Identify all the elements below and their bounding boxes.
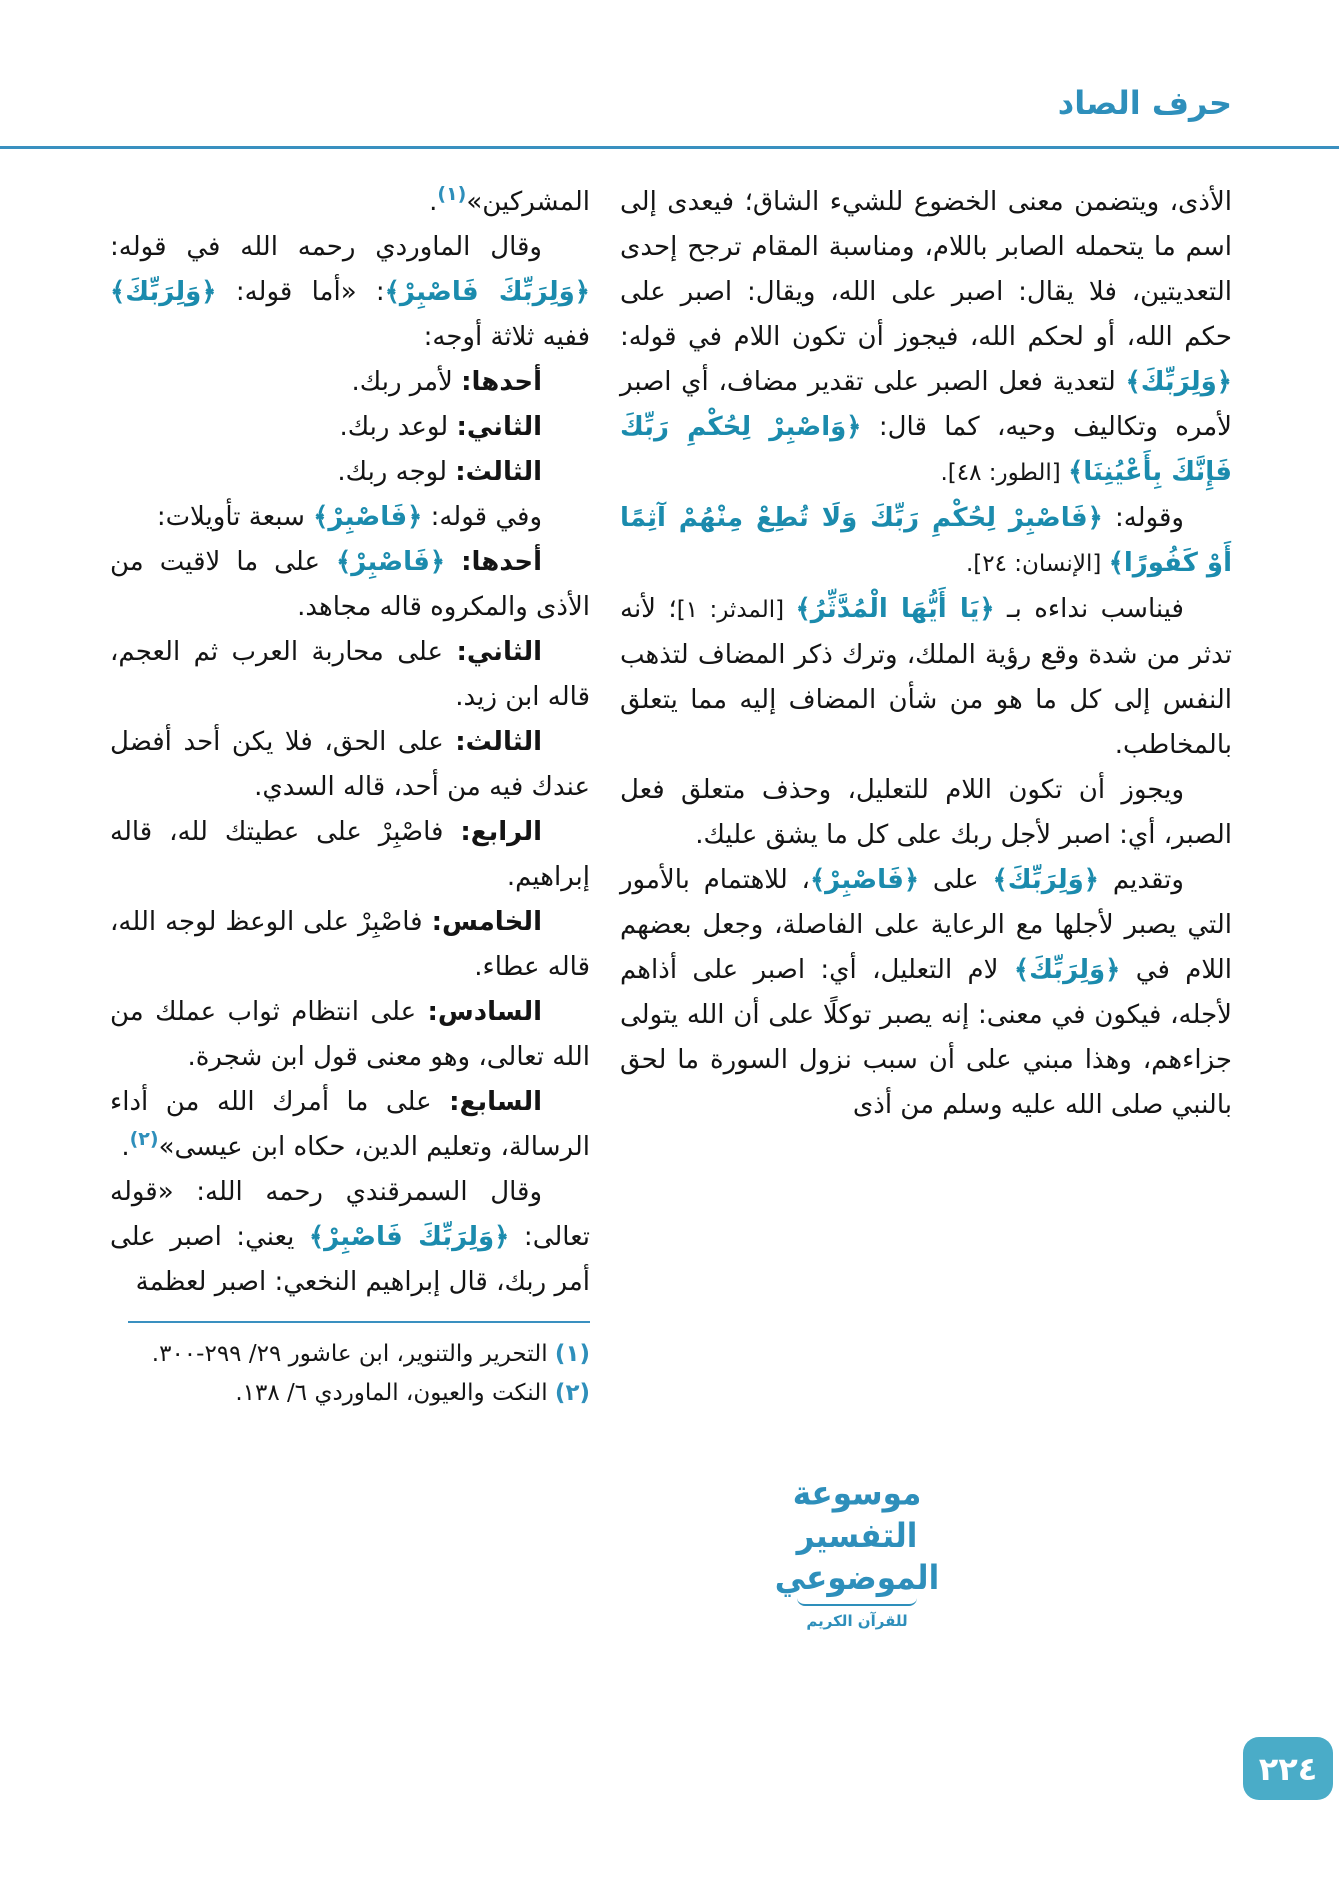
paragraph — [611, 858, 1232, 1128]
text-run: وقال الماوردي رحمه الله في قوله: — [101, 232, 542, 262]
header-divider — [0, 146, 1339, 149]
quran-quote: ﴿فَاصْبِرْ لِحُكْمِ رَبِّكَ وَلَا تُطِعْ مِنْهُمْ آثِمًا أَوْ كَفُورًا﴾ — [610, 503, 1232, 578]
text-run: فاصْبِرْ على عطيتك لله، قاله إبراهيم. — [101, 817, 590, 892]
ordinal-label: أحدها: — [461, 547, 542, 577]
ordinal-label: الثالث: — [455, 727, 542, 757]
paragraph — [101, 630, 590, 720]
footnote-item — [110, 1335, 590, 1374]
text-run: التحرير والتنوير، ابن عاشور ٢٩/ ٢٩٩-٣٠٠. — [151, 1341, 555, 1367]
paragraph — [110, 450, 590, 495]
text-run: وفي قوله: — [422, 502, 542, 532]
text-run: سبعة تأويلات: — [156, 502, 314, 532]
page-number-badge: ٢٢٤ — [1243, 1737, 1333, 1800]
text-run: على — [919, 865, 993, 895]
paragraph — [101, 720, 590, 810]
text-run: على ما أمرك الله من أداء الرسالة، وتعليم الدين، حكاه ابن عيسى» — [101, 1087, 590, 1162]
text-run: على الحق، فلا يكن أحد أفضل عندك فيه من أحد، قاله السدي. — [101, 727, 590, 802]
quran-quote: ﴿وَلِرَبِّكَ﴾ — [1125, 367, 1232, 397]
footnote-number: (١) — [554, 1341, 590, 1367]
publisher-emblem — [759, 1474, 955, 1631]
text-run: الأذى، ويتضمن معنى الخضوع للشيء الشاق؛ فيعدى إلى اسم ما يتحمله الصابر باللام، ومناسبة المقام ترجح إحدى التعديتين، فلا يقال: اصبر على الله، ويقال: اصبر على حكم الله، أو لحكم الله، فيجوز أن تكون اللام في قوله: — [611, 187, 1232, 352]
footnote-ref: (٢) — [129, 1128, 159, 1150]
quran-quote: ﴿وَلِرَبِّكَ﴾ — [1013, 955, 1121, 985]
text-run — [445, 547, 461, 577]
paragraph — [110, 405, 590, 450]
paragraph — [101, 1080, 590, 1170]
left-column — [101, 180, 590, 1413]
quran-quote: ﴿فَاصْبِرْ﴾ — [313, 502, 423, 532]
text-run: فاصْبِرْ على الوعظ لوجه الله، قاله عطاء. — [101, 907, 590, 982]
paragraph — [101, 1170, 590, 1305]
text-run: على ما لاقيت من الأذى والمكروه قاله مجاهد. — [101, 547, 590, 622]
right-column — [610, 180, 1232, 1128]
quran-quote: ﴿وَاصْبِرْ لِحُكْمِ رَبِّكَ فَإِنَّكَ بِأَعْيُنِنَا﴾ — [610, 412, 1232, 487]
paragraph — [611, 587, 1232, 768]
ordinal-label: الثالث: — [455, 457, 542, 487]
quran-quote: ﴿وَلِرَبِّكَ﴾ — [110, 277, 217, 307]
page-title: حرف الصاد — [1057, 84, 1232, 122]
text-run: وقال السمرقندي رحمه الله: «قوله تعالى: — [101, 1177, 590, 1252]
ordinal-label: الخامس: — [431, 907, 542, 937]
quran-quote: ﴿يَا أَيُّهَا الْمُدَّثِّرُ﴾ — [795, 594, 995, 624]
footnote-divider — [128, 1321, 590, 1323]
text-run: لأمر ربك. — [351, 367, 462, 397]
text-run: المشركين» — [466, 187, 590, 217]
surah-citation: [المدثر: ١] — [676, 597, 796, 623]
paragraph — [610, 180, 1232, 496]
content-columns — [101, 180, 1232, 1413]
ordinal-label: الثاني: — [456, 637, 542, 667]
text-run: يعني: اصبر على أمر ربك، قال إبراهيم النخعي: اصبر لعظمة — [101, 1222, 590, 1297]
text-run: لوجه ربك. — [337, 457, 456, 487]
text-run: على محاربة العرب ثم العجم، قاله ابن زيد. — [101, 637, 590, 712]
paragraph — [101, 540, 590, 630]
paragraph — [610, 496, 1232, 587]
text-run: فيناسب نداءه بـ — [994, 594, 1184, 624]
footnotes — [110, 1335, 590, 1413]
text-run: ويجوز أن تكون اللام للتعليل، وحذف متعلق فعل الصبر، أي: اصبر لأجل ربك على كل ما يشق عليك. — [611, 775, 1232, 850]
ordinal-label: أحدها: — [461, 367, 542, 397]
quran-quote: ﴿وَلِرَبِّكَ فَاصْبِرْ﴾ — [384, 277, 590, 307]
ordinal-label: السابع: — [449, 1087, 542, 1117]
emblem-subtitle: للقرآن الكريم — [806, 1612, 908, 1631]
text-run: . — [429, 187, 438, 217]
paragraph — [110, 180, 590, 225]
emblem-title: موسوعة التفسير الموضوعي — [774, 1474, 940, 1598]
text-run: . — [121, 1132, 130, 1162]
footnote-item — [110, 1374, 590, 1413]
paragraph — [101, 900, 590, 990]
text-run: لام التعليل، أي: اصبر على أذاهم لأجله، فيكون في معنى: إنه يصبر توكلًا على أن الله يتولى جزاءهم، وهذا مبني على أن سبب نزول السورة ما لحق بالنبي صلى الله عليه وسلم من أذى — [611, 955, 1232, 1120]
left-column-body — [101, 180, 590, 1305]
paragraph — [101, 990, 590, 1080]
ordinal-label: الثاني: — [456, 412, 542, 442]
text-run: ؛ لأنه تدثر من شدة وقع رؤية الملك، وترك ذكر المضاف لتذهب النفس إلى كل ما هو من شأن المضاف إليه مما يتعلق بالمخاطب. — [611, 594, 1232, 760]
paragraph — [110, 495, 590, 540]
text-run: لوعد ربك. — [339, 412, 457, 442]
quran-quote: ﴿فَاصْبِرْ﴾ — [809, 865, 920, 895]
quran-quote: ﴿فَاصْبِرْ﴾ — [335, 547, 446, 577]
footnote-ref: (١) — [437, 183, 467, 205]
emblem-flourish — [797, 1598, 917, 1606]
text-run: ، للاهتمام بالأمور التي يصبر لأجلها مع الرعاية على الفاصلة، وجعل بعضهم اللام في — [611, 865, 1232, 985]
text-run: ففيه ثلاثة أوجه: — [101, 277, 590, 352]
text-run: على انتظام ثواب عملك من الله تعالى، وهو معنى قول ابن شجرة. — [101, 997, 590, 1072]
text-run: النكت والعيون، الماوردي ٦/ ١٣٨. — [235, 1380, 555, 1406]
ordinal-label: الرابع: — [460, 817, 542, 847]
quran-quote: ﴿وَلِرَبِّكَ﴾ — [992, 865, 1100, 895]
surah-citation: [الإنسان: ٢٤]. — [965, 551, 1109, 577]
paragraph — [101, 225, 590, 360]
footnote-number: (٢) — [554, 1380, 590, 1406]
text-run: وتقديم — [1099, 865, 1184, 895]
quran-quote: ﴿وَلِرَبِّكَ فَاصْبِرْ﴾ — [308, 1222, 510, 1252]
paragraph — [110, 360, 590, 405]
paragraph — [101, 810, 590, 900]
text-run: : «أما قوله: — [216, 277, 385, 307]
text-run: وقوله: — [1102, 503, 1184, 533]
paragraph — [611, 768, 1232, 858]
text-run: لتعدية فعل الصبر على تقدير مضاف، أي اصبر لأمره وتكاليف وحيه، كما قال: — [611, 367, 1232, 442]
surah-citation: [الطور: ٤٨]. — [940, 460, 1069, 486]
ordinal-label: السادس: — [427, 997, 542, 1027]
